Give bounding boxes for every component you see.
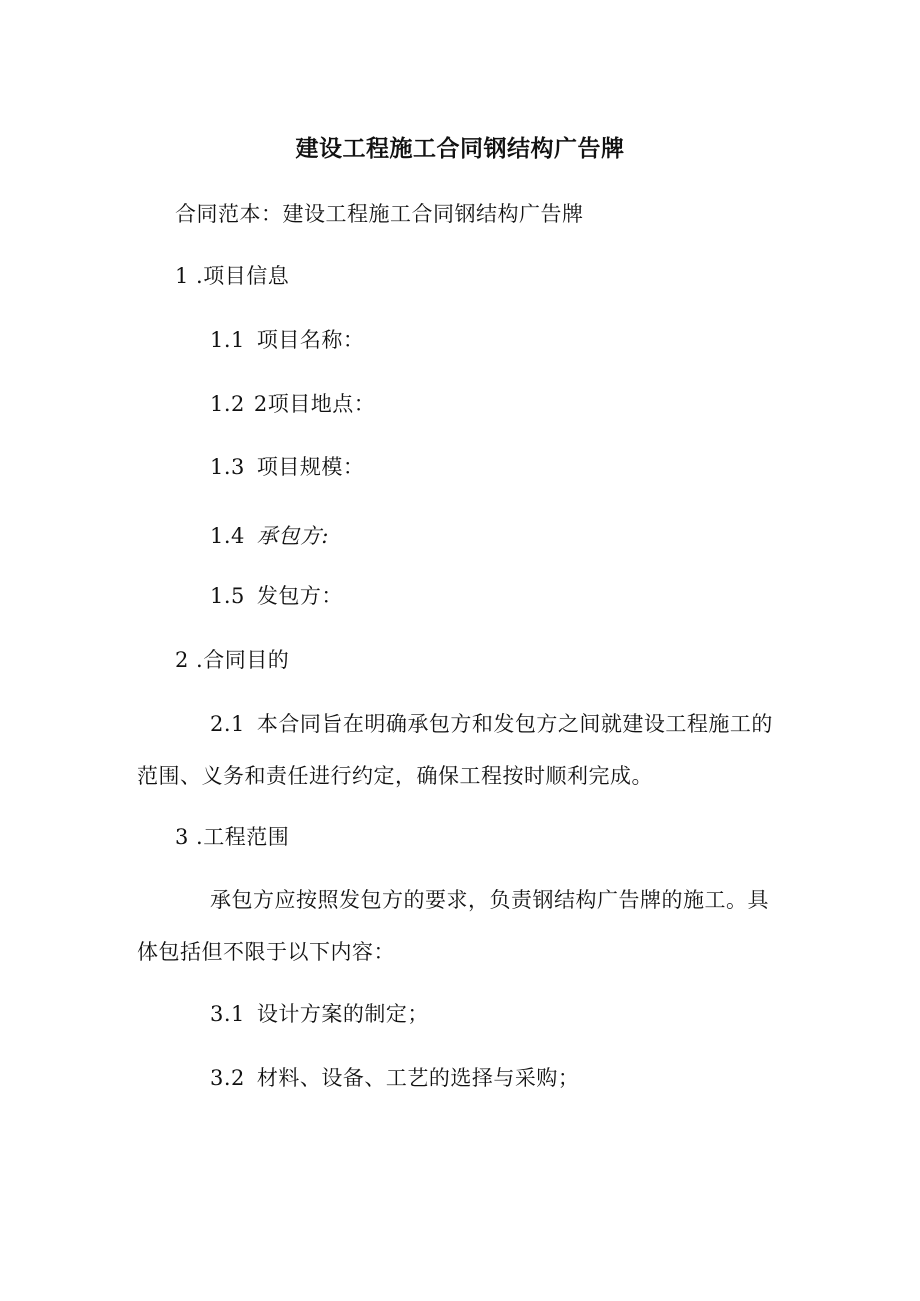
item-number: 1.1 (210, 328, 245, 352)
paragraph-2-1-line2: 范围、义务和责任进行约定，确保工程按时顺利完成。 (137, 764, 653, 788)
item-1-3 (210, 453, 364, 481)
section1-heading: 1 .项目信息 (175, 264, 290, 288)
item-number: 2.1 (210, 712, 245, 736)
section2-heading: 2 .合同目的 (175, 648, 290, 672)
item-number: 3.1 (210, 1002, 245, 1026)
item-text: 项目名称： (256, 328, 365, 352)
document-title: 建设工程施工合同钢结构广告牌 (295, 136, 625, 162)
item-text: 承包方: (256, 524, 329, 548)
item-number: 1.3 (210, 455, 245, 479)
intro-line: 合同范本：建设工程施工合同钢结构广告牌 (175, 202, 584, 226)
item-text: 设计方案的制定； (256, 1002, 429, 1026)
item-text: 发包方： (256, 584, 343, 608)
item-text: 材料、设备、工艺的选择与采购； (256, 1066, 580, 1090)
item-1-5 (210, 582, 343, 610)
item-1-4 (210, 522, 329, 550)
item-text: 2项目地点： (253, 392, 376, 416)
item-3-1 (210, 1000, 429, 1028)
item-text: 项目规模： (256, 455, 365, 479)
item-3-2 (210, 1064, 579, 1092)
paragraph-2-1-line1 (210, 710, 773, 738)
paragraph-3-line2: 体包括但不限于以下内容： (137, 940, 395, 964)
item-number: 1.5 (210, 584, 245, 608)
paragraph-3-line1: 承包方应按照发包方的要求，负责钢结构广告牌的施工。具 (210, 888, 769, 912)
item-number: 3.2 (210, 1066, 245, 1090)
paragraph-text: 本合同旨在明确承包方和发包方之间就建设工程施工的 (256, 712, 773, 736)
item-number: 1.4 (210, 524, 245, 548)
item-1-2 (210, 390, 375, 418)
item-number: 1.2 (210, 392, 245, 416)
item-1-1 (210, 326, 364, 354)
section3-heading: 3 .工程范围 (175, 825, 290, 849)
